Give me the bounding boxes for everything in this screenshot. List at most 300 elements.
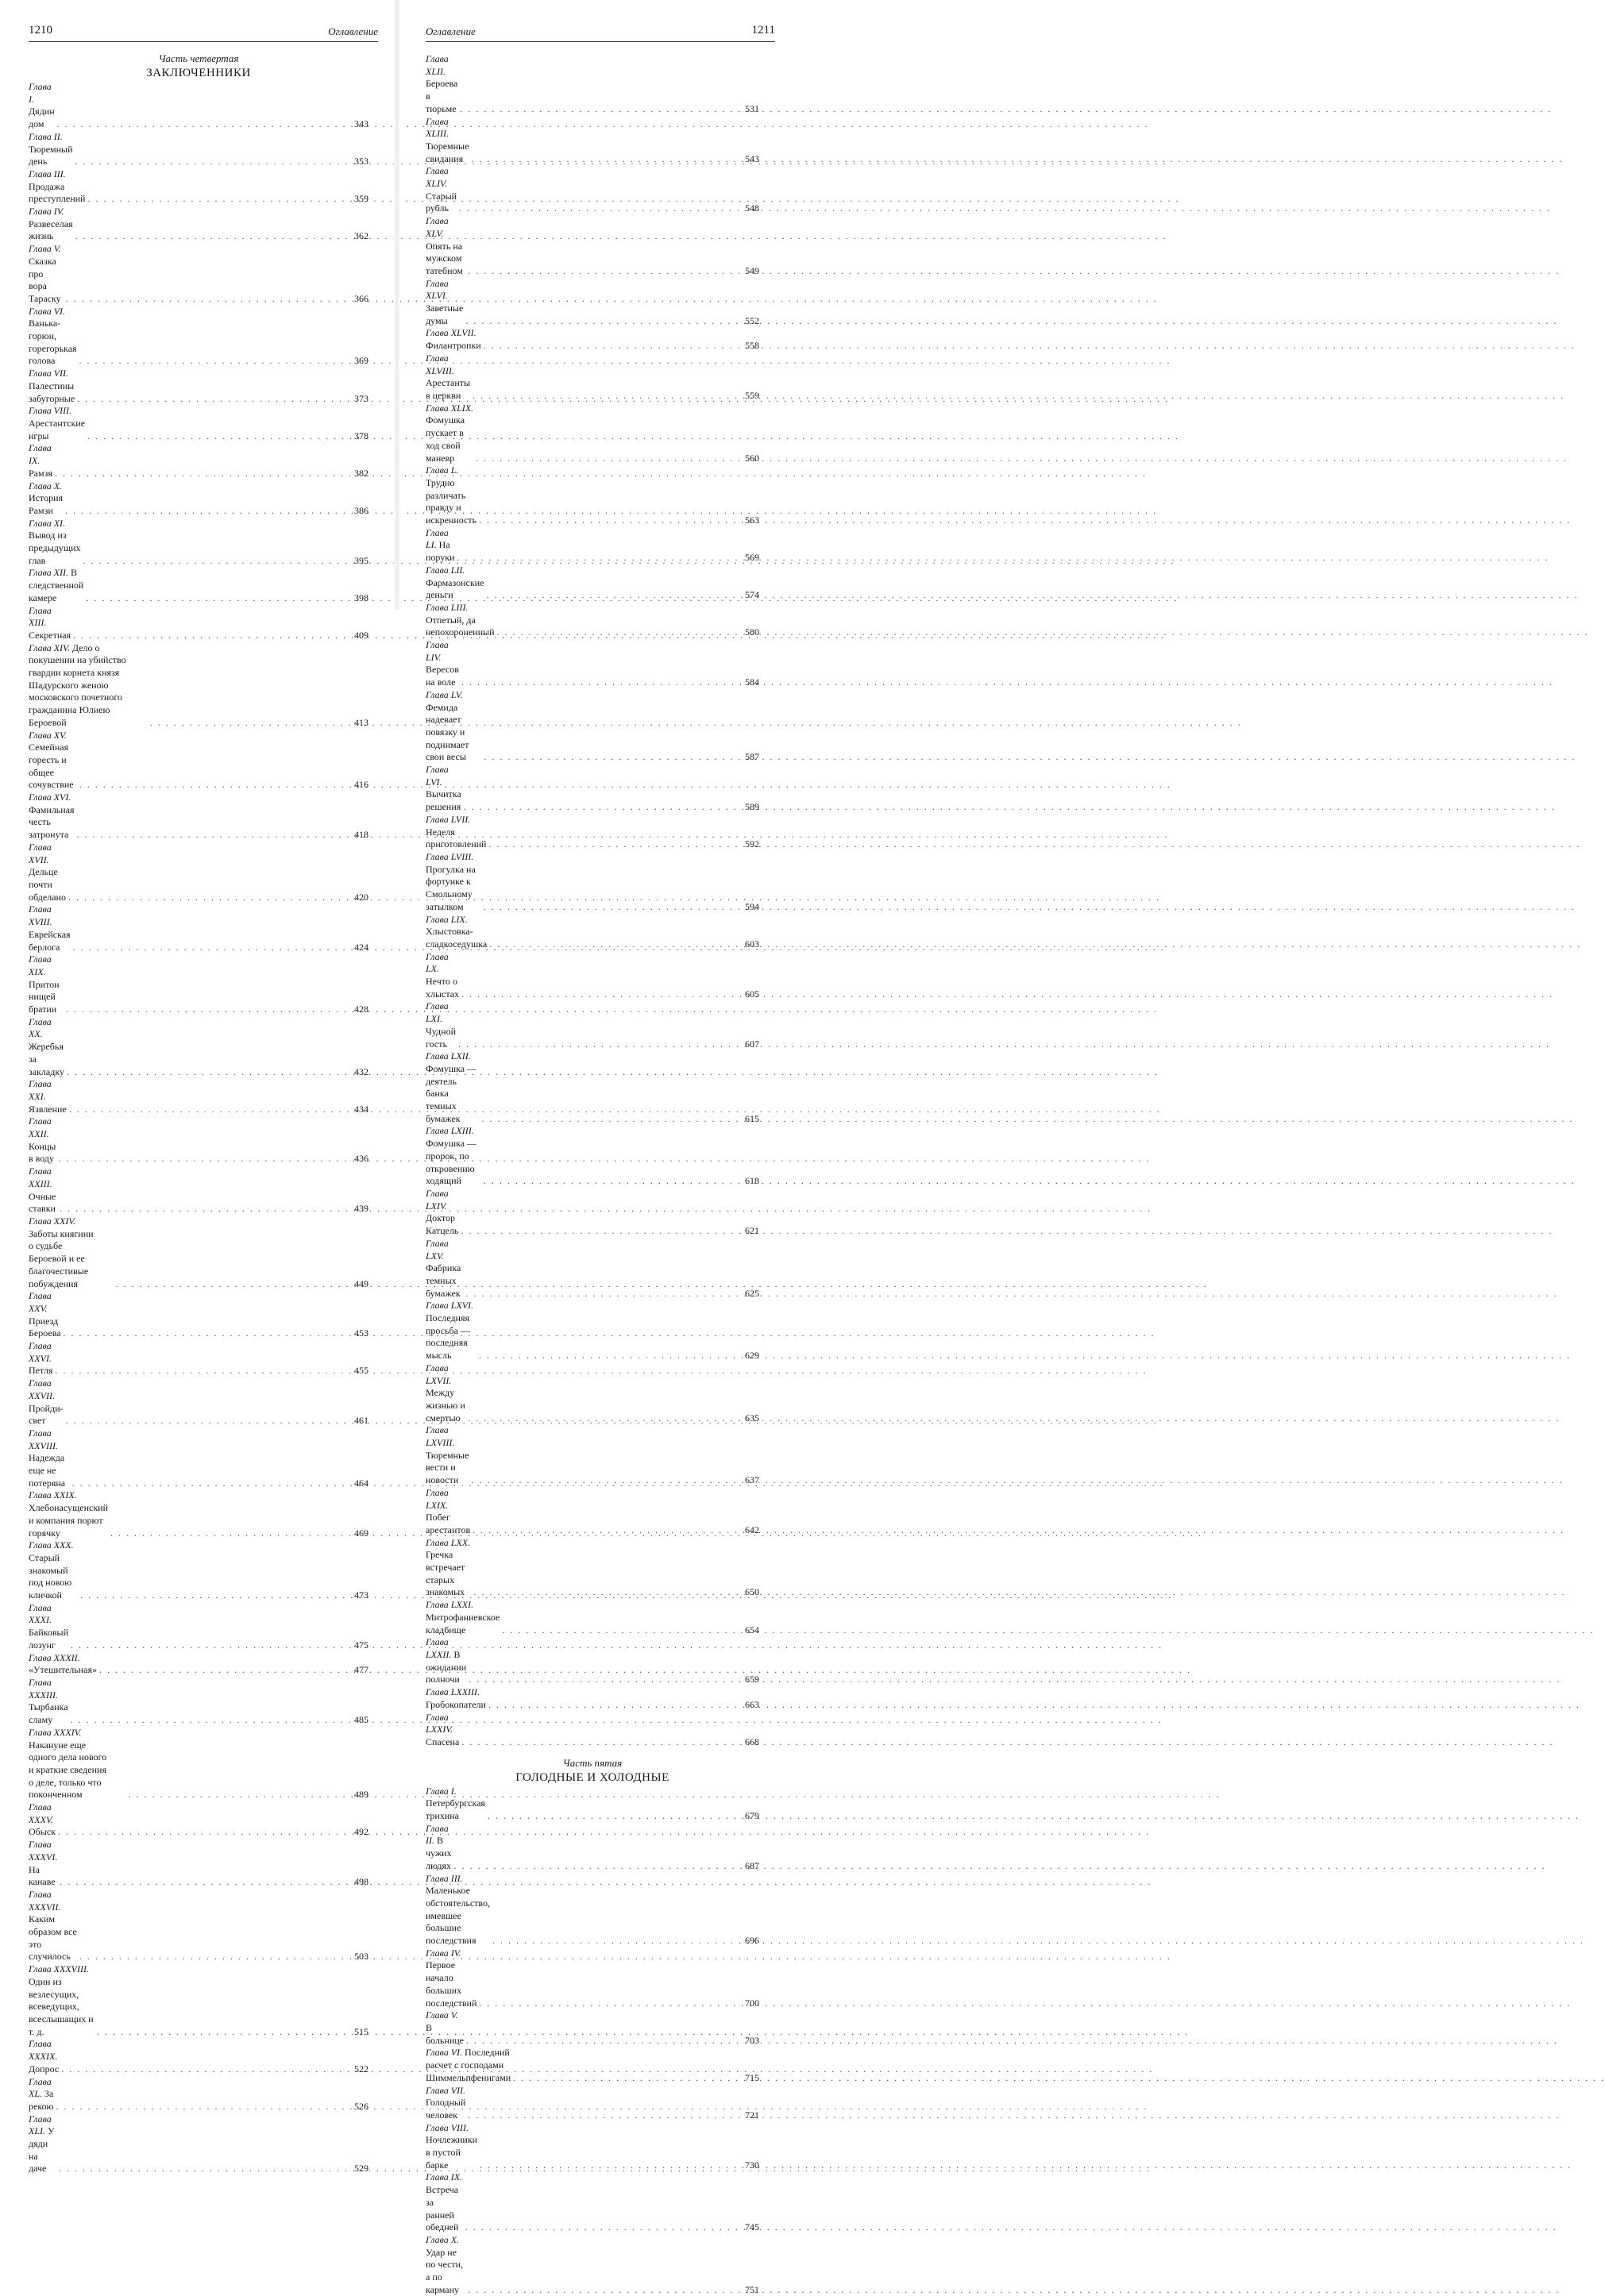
toc-entry bbox=[426, 2122, 759, 2172]
page-ref: 469 bbox=[354, 1527, 368, 1539]
leader-dots bbox=[492, 1935, 739, 1947]
page-ref: 751 bbox=[745, 2283, 759, 2295]
entry-text bbox=[29, 81, 55, 131]
right-toc bbox=[426, 53, 759, 2296]
entry-text bbox=[29, 1377, 64, 1427]
chapter-title: Между жизнью и смертью bbox=[426, 1387, 465, 1423]
toc-entry bbox=[426, 2171, 759, 2234]
toc-entry bbox=[29, 480, 368, 518]
chapter-title: Фемида надевает повязку и поднимает свои весы bbox=[426, 701, 469, 763]
page-ref: 560 bbox=[745, 452, 759, 464]
page-ref: 618 bbox=[745, 1175, 759, 1187]
chapter-label: Глава LXI. bbox=[426, 1000, 449, 1025]
leader-dots bbox=[481, 1113, 739, 1126]
page-ref: 605 bbox=[745, 988, 759, 1000]
page-ref: 563 bbox=[745, 514, 759, 526]
chapter-title: У дяди на даче bbox=[29, 2125, 55, 2175]
page-ref: 378 bbox=[354, 430, 368, 441]
chapter-label: Глава XXX. bbox=[29, 1539, 74, 1551]
entry-text bbox=[426, 639, 459, 689]
chapter-label: Глава VII. bbox=[29, 368, 69, 379]
page-ref: 362 bbox=[354, 230, 368, 242]
leader-dots bbox=[473, 390, 739, 403]
toc-entry bbox=[426, 1300, 759, 1362]
chapter-title: Дядин дом bbox=[29, 106, 55, 130]
leader-dots bbox=[73, 630, 349, 642]
page-ref: 574 bbox=[745, 589, 759, 601]
leader-dots bbox=[72, 1477, 349, 1490]
toc-entry bbox=[29, 567, 368, 604]
chapter-title: Продажа преступлений bbox=[29, 180, 86, 205]
toc-entry bbox=[29, 792, 368, 842]
chapter-title: На поруки bbox=[426, 539, 455, 564]
leader-dots bbox=[97, 2026, 349, 2039]
entry-text bbox=[426, 1487, 470, 1537]
chapter-label: Глава XXII. bbox=[29, 1115, 52, 1140]
toc-entry bbox=[29, 1839, 368, 1889]
leader-dots bbox=[75, 156, 349, 168]
toc-entry bbox=[426, 2009, 759, 2047]
chapter-title: В больнице bbox=[426, 2021, 464, 2046]
page-ref: 413 bbox=[354, 716, 368, 728]
toc-entry bbox=[29, 1801, 368, 1839]
toc-entry bbox=[426, 2085, 759, 2122]
chapter-label: Глава XXXVI. bbox=[29, 1839, 58, 1863]
chapter-title: Встреча за ранней обедней bbox=[426, 2184, 459, 2233]
toc-entry bbox=[426, 1686, 759, 1711]
leader-dots bbox=[71, 1639, 349, 1652]
page-ref: 503 bbox=[354, 1951, 368, 1963]
chapter-title: Очные ставки bbox=[29, 1190, 56, 1215]
chapter-title: Фармазонские деньги bbox=[426, 576, 484, 601]
chapter-label: Глава XLV. bbox=[426, 215, 449, 239]
leader-dots bbox=[461, 1225, 739, 1238]
toc-entry bbox=[426, 1050, 759, 1125]
entry-text bbox=[426, 602, 494, 639]
leader-dots bbox=[461, 676, 739, 689]
chapter-label: Глава XXXIII. bbox=[29, 1677, 58, 1701]
chapter-label: Глава II. bbox=[426, 1822, 449, 1847]
chapter-title: Допрос bbox=[29, 2063, 60, 2074]
entry-text bbox=[29, 1652, 97, 1677]
chapter-label: Глава LI. bbox=[426, 526, 449, 551]
chapter-label: Глава XLII. bbox=[426, 53, 449, 77]
chapter-label: Глава V. bbox=[426, 2009, 458, 2021]
entry-text bbox=[29, 953, 64, 1016]
leader-dots bbox=[73, 942, 349, 954]
chapter-title: Побег арестантов bbox=[426, 1512, 471, 1535]
chapter-title: Вересов на воле bbox=[426, 664, 459, 688]
chapter-label: Глава LIII. bbox=[426, 601, 469, 613]
chapter-title: Обыск bbox=[29, 1826, 56, 1838]
entry-text bbox=[426, 527, 455, 564]
entry-text bbox=[426, 327, 481, 352]
toc-entry bbox=[29, 1727, 368, 1801]
entry-text bbox=[426, 1823, 452, 1873]
leader-dots bbox=[488, 838, 739, 851]
chapter-title: История Рамзи bbox=[29, 492, 64, 516]
chapter-label: Глава XVII. bbox=[29, 841, 52, 865]
chapter-label: Глава I. bbox=[29, 81, 52, 105]
page-ref: 625 bbox=[745, 1287, 759, 1299]
entry-text bbox=[426, 2171, 463, 2234]
chapter-label: Глава XV. bbox=[29, 729, 67, 741]
toc-entry bbox=[29, 1677, 368, 1727]
toc-entry bbox=[426, 116, 759, 166]
chapter-title: Арестанты в церкви bbox=[426, 377, 471, 401]
page-ref: 654 bbox=[745, 1624, 759, 1635]
entry-text bbox=[29, 368, 75, 405]
entry-text bbox=[426, 53, 457, 116]
entry-text bbox=[29, 306, 77, 368]
chapter-title: Последний расчет с господами Шиммельпфенигами bbox=[426, 2047, 511, 2083]
leader-dots bbox=[471, 1474, 739, 1487]
toc-entry bbox=[426, 1947, 759, 2010]
leader-dots bbox=[488, 1810, 739, 1823]
chapter-label: Глава LXXIII. bbox=[426, 1686, 480, 1698]
chapter-title: Каким образом все это случилось bbox=[29, 1913, 77, 1963]
chapter-title: Тюремный день bbox=[29, 143, 73, 168]
entry-text bbox=[29, 442, 52, 480]
toc-entry bbox=[426, 1487, 759, 1537]
chapter-title: Еврейская берлога bbox=[29, 928, 71, 953]
page-ref: 409 bbox=[354, 629, 368, 641]
chapter-label: Глава XXXVIII. bbox=[29, 1963, 90, 1975]
leader-dots bbox=[502, 1624, 739, 1637]
leader-dots bbox=[458, 1038, 739, 1051]
header-rule bbox=[29, 41, 378, 42]
leader-dots bbox=[129, 1789, 349, 1801]
chapter-title: Голодный человек bbox=[426, 2097, 466, 2121]
chapter-title: Ночлежники в пустой барке bbox=[426, 2134, 478, 2171]
toc-entry bbox=[426, 327, 759, 352]
chapter-title: Развеселая жизнь bbox=[29, 218, 73, 242]
leader-dots bbox=[464, 801, 739, 814]
entry-text bbox=[426, 116, 469, 166]
chapter-title: Накануне еще одного дела нового и краткие сведения о деле, только что поконченном bbox=[29, 1739, 107, 1801]
toc-entry bbox=[29, 306, 368, 368]
leader-dots bbox=[71, 1714, 349, 1727]
leader-dots bbox=[471, 153, 739, 166]
leader-dots bbox=[83, 555, 349, 568]
chapter-title: Язвление bbox=[29, 1103, 67, 1115]
toc-entry bbox=[29, 730, 368, 792]
leader-dots bbox=[116, 1278, 349, 1291]
chapter-label: Глава LVII. bbox=[426, 813, 471, 825]
toc-entry bbox=[29, 1963, 368, 2038]
chapter-label: Глава LXX. bbox=[426, 1536, 471, 1548]
chapter-label: Глава VIII. bbox=[426, 2121, 469, 2133]
entry-text bbox=[29, 1727, 126, 1801]
entry-text bbox=[29, 2113, 56, 2176]
leader-dots bbox=[484, 901, 739, 914]
entry-text bbox=[426, 1636, 466, 1686]
chapter-label: Глава LV. bbox=[426, 688, 463, 700]
entry-text bbox=[29, 1489, 108, 1539]
leader-dots bbox=[66, 1415, 349, 1427]
page-ref: 343 bbox=[354, 118, 368, 130]
toc-entry bbox=[426, 564, 759, 602]
chapter-title: Дело о покушении на убийство гвардии корнета князя Шадурского женою московского почетного гражданина Юлиею Бероевой bbox=[29, 641, 126, 728]
toc-entry bbox=[426, 53, 759, 116]
page-ref: 526 bbox=[354, 2100, 368, 2112]
entry-text bbox=[426, 1712, 459, 1749]
leader-dots bbox=[484, 751, 739, 764]
chapter-label: Глава XLI. bbox=[29, 2113, 52, 2137]
left-header bbox=[29, 24, 378, 40]
chapter-label: Глава XLVII. bbox=[426, 327, 476, 339]
page-ref: 549 bbox=[745, 264, 759, 276]
leader-dots bbox=[468, 2284, 739, 2296]
chapter-title: Удар не по чести, а по карману bbox=[426, 2246, 464, 2295]
toc-entry bbox=[29, 1115, 368, 1165]
leader-dots bbox=[466, 1288, 739, 1300]
toc-entry bbox=[426, 1000, 759, 1050]
chapter-title: Трудно различать правду и искренность bbox=[426, 476, 477, 526]
chapter-label: Глава LIX. bbox=[426, 913, 468, 925]
toc-entry bbox=[29, 842, 368, 904]
chapter-title: Палестины забугорные bbox=[29, 379, 75, 404]
page-ref: 439 bbox=[354, 1203, 368, 1215]
toc-entry bbox=[29, 168, 368, 206]
chapter-label: Глава XI. bbox=[29, 517, 66, 529]
entry-text bbox=[426, 2122, 477, 2172]
chapter-label: Глава LXVIII. bbox=[426, 1424, 455, 1449]
entry-text bbox=[426, 352, 470, 403]
chapter-label: Глава LXIX. bbox=[426, 1486, 449, 1511]
page-ref: 492 bbox=[354, 1826, 368, 1838]
chapter-label: Глава LXVII. bbox=[426, 1362, 452, 1386]
leader-dots bbox=[459, 202, 739, 215]
part-title: Часть четвертая bbox=[158, 52, 239, 64]
page-ref: 635 bbox=[745, 1412, 759, 1423]
page-ref: 589 bbox=[745, 801, 759, 813]
entry-text bbox=[426, 1686, 486, 1711]
page-ref: 700 bbox=[745, 1997, 759, 2009]
chapter-label: Глава VII. bbox=[426, 2084, 466, 2096]
toc-entry bbox=[29, 1377, 368, 1427]
entry-text bbox=[426, 1300, 476, 1362]
leader-dots bbox=[59, 2163, 349, 2175]
chapter-title: Старый знакомый под новою кличкой bbox=[29, 1551, 72, 1601]
page-ref: 428 bbox=[354, 1004, 368, 1015]
leader-dots bbox=[79, 1951, 349, 1963]
chapter-label: Глава XLVIII. bbox=[426, 352, 454, 376]
page-ref: 418 bbox=[354, 829, 368, 841]
entry-text bbox=[426, 2009, 464, 2047]
section-title: ЗАКЛЮЧЕННИКИ bbox=[146, 67, 251, 79]
chapter-label: Глава LXXII. bbox=[426, 1636, 452, 1660]
toc-entry bbox=[426, 1786, 759, 1823]
chapter-title: Вычитка решения bbox=[426, 788, 461, 813]
chapter-label: Глава X. bbox=[29, 480, 63, 491]
chapter-label: Глава II. bbox=[29, 130, 63, 142]
running-head: Оглавление bbox=[426, 25, 476, 37]
chapter-title: Чудной гость bbox=[426, 1025, 456, 1050]
entry-text bbox=[29, 2038, 59, 2075]
entry-text bbox=[29, 1340, 52, 1377]
chapter-label: Глава XIX. bbox=[29, 953, 52, 977]
page-ref: 587 bbox=[745, 751, 759, 763]
chapter-title: В ожидании полночи bbox=[426, 1649, 467, 1685]
page-ref: 584 bbox=[745, 676, 759, 688]
page-number: 1211 bbox=[751, 24, 775, 37]
toc-entry bbox=[29, 1889, 368, 1963]
leader-dots bbox=[468, 265, 739, 278]
entry-text bbox=[29, 1016, 64, 1079]
leader-dots bbox=[465, 315, 739, 328]
leader-dots bbox=[80, 1589, 349, 1602]
toc-entry bbox=[29, 243, 368, 306]
toc-entry bbox=[29, 131, 368, 168]
leader-dots bbox=[64, 1327, 349, 1340]
leader-dots bbox=[66, 1004, 349, 1016]
chapter-title: Гробокопатели bbox=[426, 1698, 486, 1710]
chapter-label: Глава XVI. bbox=[29, 792, 71, 803]
leader-dots bbox=[473, 1524, 739, 1537]
page-ref: 436 bbox=[354, 1153, 368, 1165]
entry-text bbox=[426, 2047, 511, 2084]
chapter-label: Глава VI. bbox=[426, 2047, 463, 2059]
entry-text bbox=[426, 689, 481, 764]
chapter-label: Глава XXIII. bbox=[29, 1165, 52, 1189]
chapter-label: Глава LXVI. bbox=[426, 1300, 474, 1312]
chapter-title: Тырбанка сламу bbox=[29, 1701, 68, 1726]
leader-dots bbox=[460, 103, 739, 116]
page-ref: 559 bbox=[745, 389, 759, 401]
chapter-label: Глава XXXI. bbox=[29, 1601, 52, 1626]
chapter-label: Глава L. bbox=[426, 464, 459, 476]
chapter-label: Глава XXVII. bbox=[29, 1377, 55, 1401]
chapter-label: Глава XLIV. bbox=[426, 165, 449, 190]
page-ref: 663 bbox=[745, 1698, 759, 1710]
chapter-label: Глава XXVIII. bbox=[29, 1427, 58, 1451]
chapter-label: Глава LVIII. bbox=[426, 851, 474, 862]
section-title: ГОЛОДНЫЕ И ХОЛОДНЫЕ bbox=[515, 1770, 669, 1784]
right-page bbox=[397, 0, 794, 2295]
toc-entry bbox=[29, 405, 368, 442]
chapter-title: Прогулка на фортунке к Смольному затылком bbox=[426, 863, 476, 912]
chapter-label: Глава LII. bbox=[426, 564, 465, 576]
entry-text bbox=[29, 1963, 95, 2038]
right-header bbox=[426, 24, 775, 40]
chapter-label: Глава XXIV. bbox=[29, 1215, 76, 1227]
entry-text bbox=[29, 405, 85, 442]
entry-text bbox=[29, 730, 77, 792]
page-ref: 745 bbox=[745, 2221, 759, 2233]
page-ref: 455 bbox=[354, 1365, 368, 1377]
leader-dots bbox=[79, 779, 349, 792]
leader-dots bbox=[57, 118, 349, 131]
chapter-label: Глава LXII. bbox=[426, 1050, 471, 1062]
entry-text bbox=[426, 1000, 456, 1050]
chapter-title: Хлебонасущенский и компания порют горячку bbox=[29, 1502, 108, 1539]
leader-dots bbox=[484, 1175, 739, 1188]
page-ref: 548 bbox=[745, 202, 759, 214]
entry-text bbox=[29, 1427, 70, 1490]
entry-text bbox=[29, 1165, 57, 1215]
page-ref: 580 bbox=[745, 626, 759, 638]
page-ref: 703 bbox=[745, 2034, 759, 2046]
entry-text bbox=[29, 168, 85, 206]
entry-text bbox=[426, 1125, 481, 1188]
part-title: Часть пятая bbox=[562, 1756, 623, 1769]
page-ref: 464 bbox=[354, 1477, 368, 1489]
leader-dots bbox=[75, 230, 349, 243]
page-ref: 382 bbox=[354, 467, 368, 479]
leader-dots bbox=[479, 1350, 739, 1362]
chapter-title: Приезд Бероева bbox=[29, 1315, 61, 1339]
chapter-title: Доктор Катцель bbox=[426, 1212, 459, 1237]
leader-dots bbox=[77, 393, 349, 406]
leader-dots bbox=[56, 2101, 349, 2113]
page-ref: 721 bbox=[745, 2109, 759, 2121]
toc-entry bbox=[426, 464, 759, 527]
entry-text bbox=[426, 2234, 465, 2296]
chapter-title: Фомушка — пророк, по откровению ходящий bbox=[426, 1138, 477, 1187]
leader-dots bbox=[55, 468, 349, 480]
leader-dots bbox=[150, 717, 349, 730]
toc-entry bbox=[426, 278, 759, 328]
page-ref: 477 bbox=[354, 1664, 368, 1676]
chapter-title: Берoева в тюрьме bbox=[426, 78, 458, 114]
chapter-title: Один из везлесущих, всеведущих, всеслышащих и т. д. bbox=[29, 1975, 94, 2037]
page-ref: 475 bbox=[354, 1639, 368, 1651]
toc-entry bbox=[426, 2047, 759, 2084]
page-ref: 637 bbox=[745, 1474, 759, 1486]
page-ref: 489 bbox=[354, 1789, 368, 1801]
entry-text bbox=[426, 278, 463, 328]
page-ref: 650 bbox=[745, 1586, 759, 1598]
chapter-title: Жеребья за закладку bbox=[29, 1041, 64, 1077]
page-ref: 366 bbox=[354, 292, 368, 304]
leader-dots bbox=[66, 293, 349, 306]
page-ref: 659 bbox=[745, 1674, 759, 1685]
toc-entry bbox=[426, 914, 759, 951]
toc-entry bbox=[29, 2076, 368, 2113]
chapter-label: Глава IX. bbox=[29, 442, 52, 467]
entry-text bbox=[29, 1889, 77, 1963]
entry-text bbox=[426, 165, 457, 215]
entry-text bbox=[426, 1537, 472, 1600]
entry-text bbox=[29, 206, 73, 243]
page-ref: 434 bbox=[354, 1103, 368, 1115]
chapter-label: Глава XLVI. bbox=[426, 277, 449, 302]
toc-entry bbox=[426, 689, 759, 764]
page-ref: 607 bbox=[745, 1038, 759, 1050]
leader-dots bbox=[474, 1586, 739, 1599]
leader-dots bbox=[513, 2072, 739, 2085]
chapter-label: Глава XIV. bbox=[29, 641, 70, 653]
page-ref: 687 bbox=[745, 1859, 759, 1871]
toc-entry bbox=[29, 81, 368, 131]
leader-dots bbox=[61, 2063, 349, 2076]
toc-entry bbox=[426, 602, 759, 639]
entry-text bbox=[426, 564, 484, 602]
toc-entry bbox=[426, 165, 759, 215]
chapter-label: Глава LXXIV. bbox=[426, 1711, 453, 1735]
toc-entry bbox=[29, 1290, 368, 1340]
leader-dots bbox=[87, 430, 349, 443]
chapter-label: Глава XXXV. bbox=[29, 1801, 53, 1825]
leader-dots bbox=[469, 1674, 739, 1686]
chapter-label: Глава XL. bbox=[29, 2075, 52, 2100]
book-spread bbox=[0, 0, 794, 2295]
chapter-label: Глава XX. bbox=[29, 1015, 52, 1040]
toc-entry bbox=[426, 639, 759, 689]
toc-entry bbox=[426, 403, 759, 465]
entry-text bbox=[426, 1873, 490, 1947]
